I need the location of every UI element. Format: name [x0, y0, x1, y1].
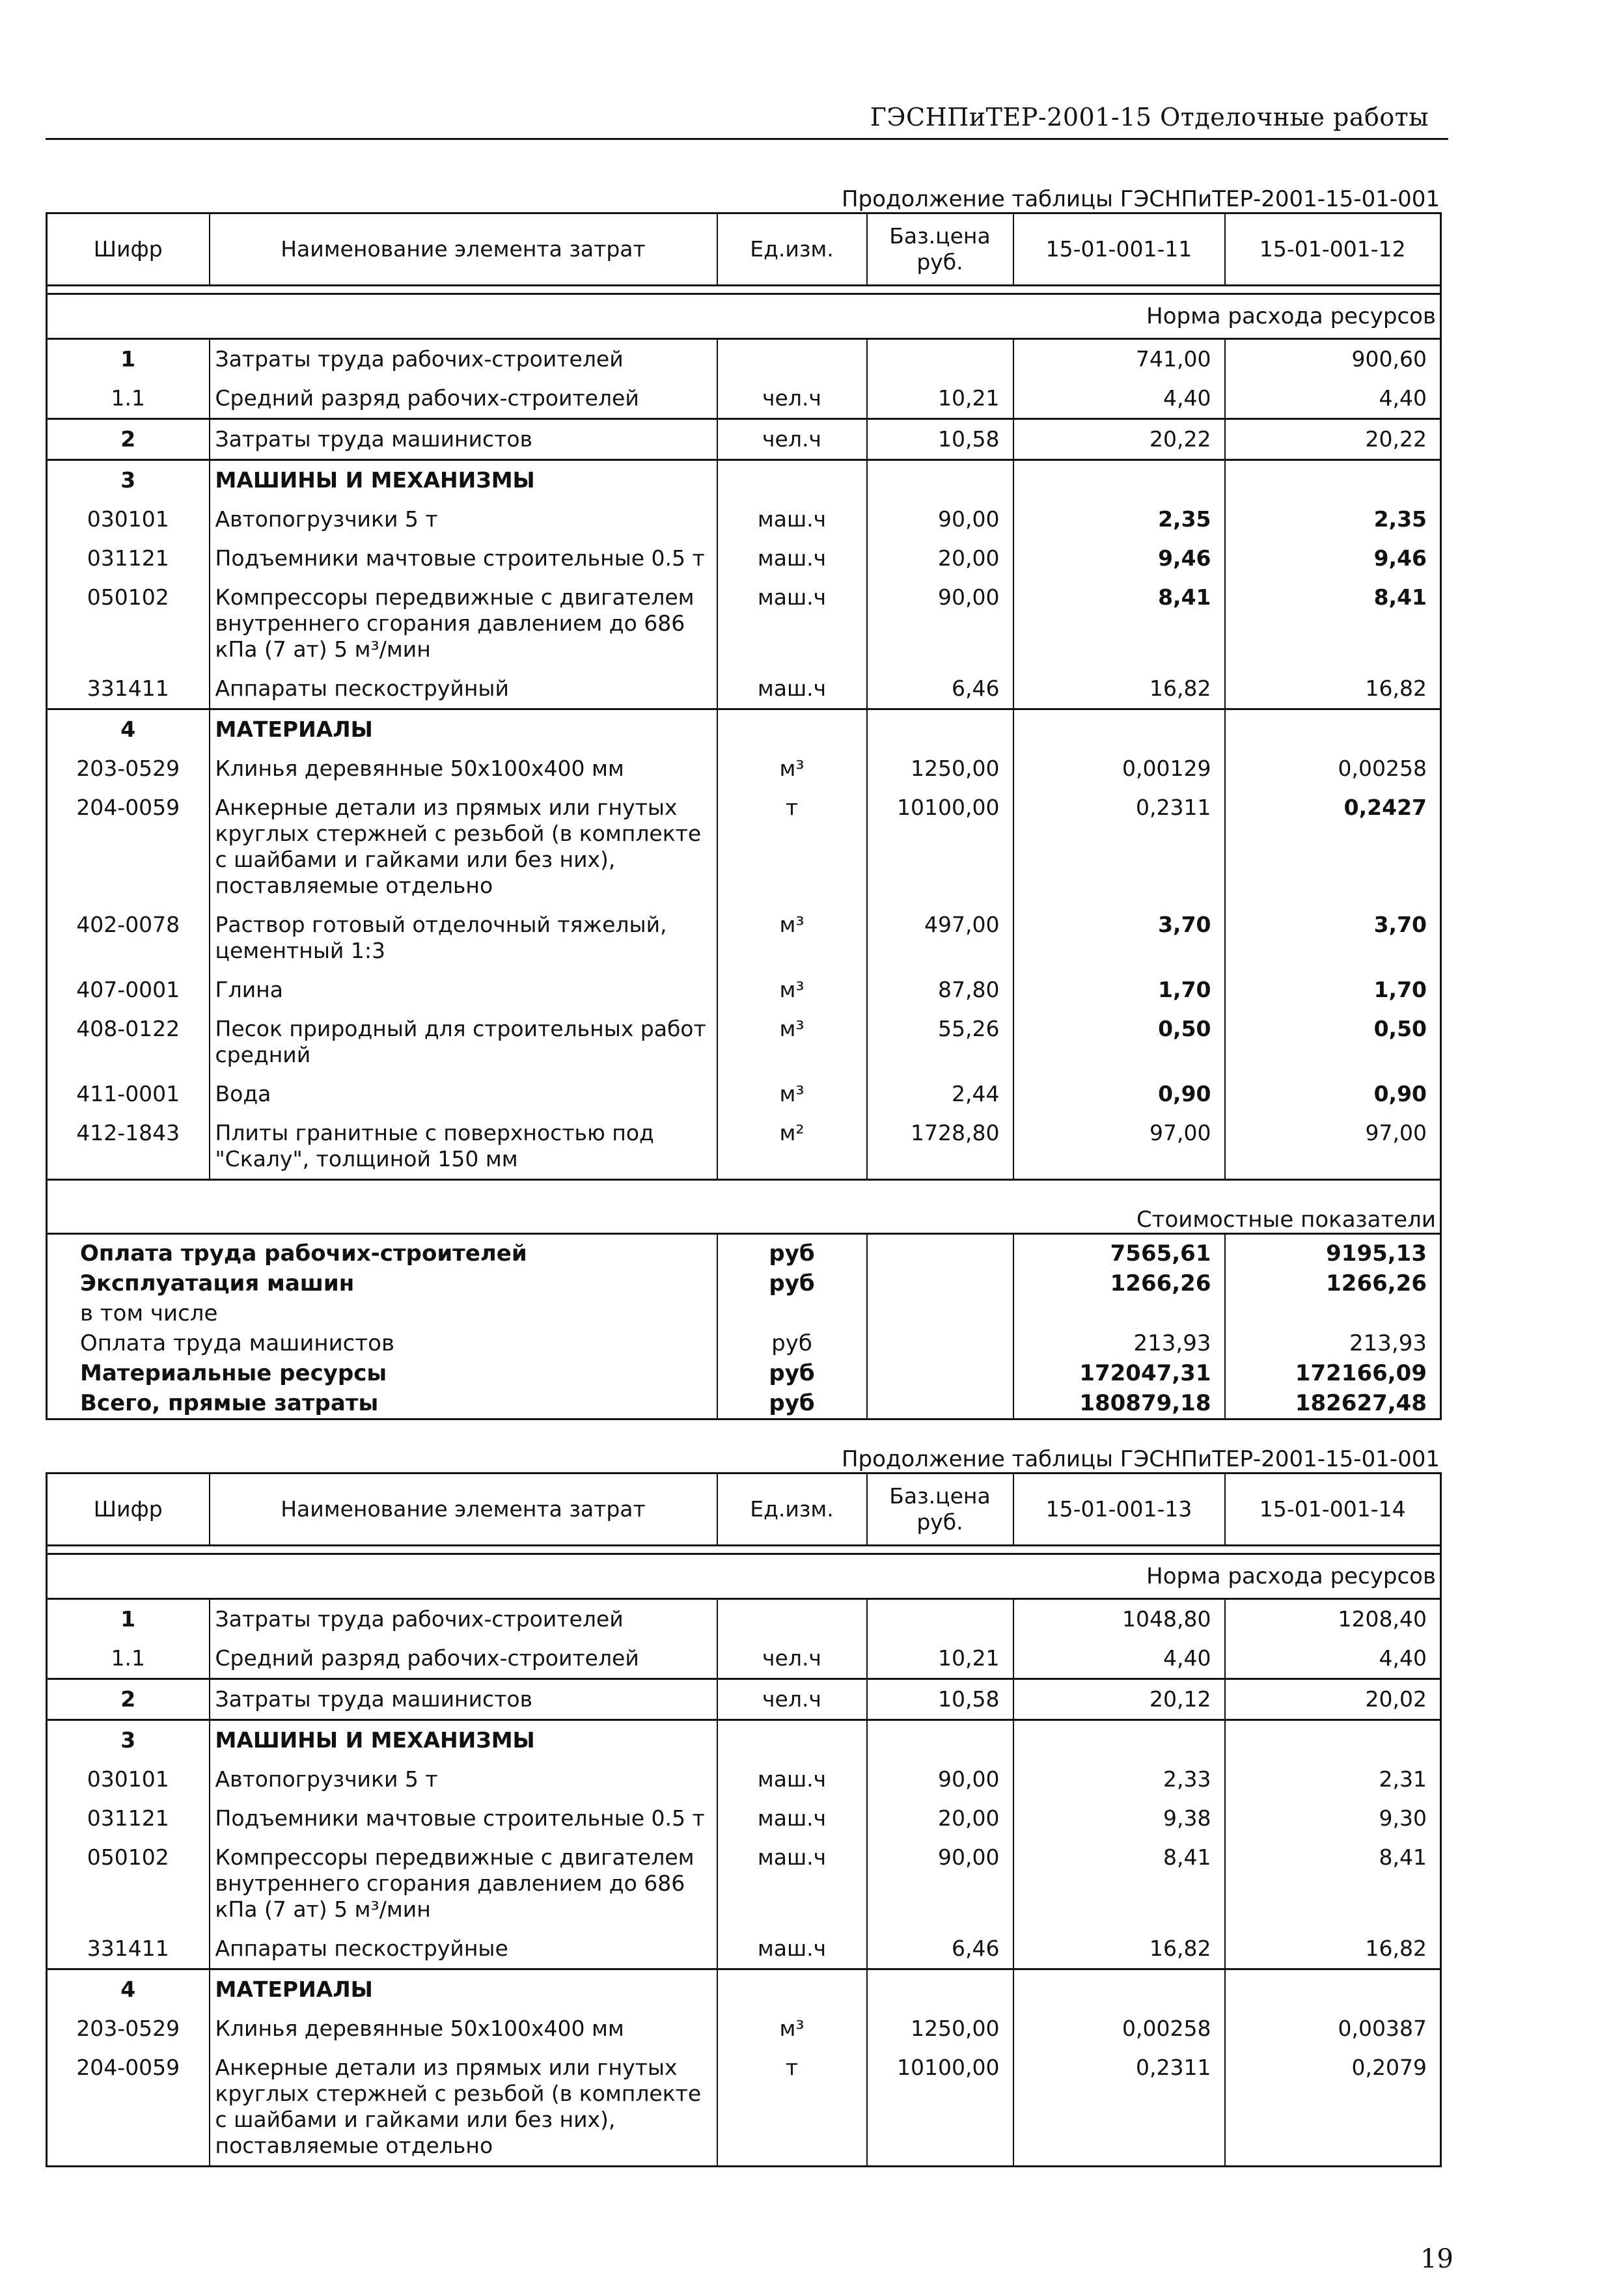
row-unit: маш.ч: [717, 578, 867, 669]
running-head: ГЭСНПиТЕР-2001-15 Отделочные работы: [870, 103, 1429, 131]
row-value-1: 1048,80: [1013, 1599, 1225, 1639]
table-row: [47, 500, 1441, 539]
row-value-2: 2,31: [1225, 1760, 1441, 1799]
summary-unit: [717, 1298, 867, 1328]
row-value-1: 16,82: [1013, 669, 1225, 709]
row-value-1: 0,2311: [1013, 788, 1225, 905]
summary-row: [47, 1328, 1441, 1358]
header-column-1: 15-01-001-11: [1013, 213, 1225, 286]
row-price: 10100,00: [867, 788, 1013, 905]
row-unit: м³: [717, 1075, 867, 1114]
row-price: 1728,80: [867, 1114, 1013, 1180]
table-row: [47, 669, 1441, 709]
row-value-1: 8,41: [1013, 1838, 1225, 1929]
row-name: Глина: [210, 970, 717, 1009]
summary-value-1: 1266,26: [1013, 1268, 1225, 1298]
header-column-1: 15-01-001-13: [1013, 1473, 1225, 1546]
row-value-1: 2,33: [1013, 1760, 1225, 1799]
table-row: [47, 1114, 1441, 1180]
summary-value-2: [1225, 1298, 1441, 1328]
row-value-1: 4,40: [1013, 1639, 1225, 1679]
row-price: 20,00: [867, 539, 1013, 578]
row-unit: маш.ч: [717, 1760, 867, 1799]
row-unit: [717, 460, 867, 500]
summary-row: [47, 1268, 1441, 1298]
row-value-2: 0,00258: [1225, 749, 1441, 788]
row-value-1: 9,46: [1013, 539, 1225, 578]
table-row: [47, 2009, 1441, 2048]
row-value-2: 2,35: [1225, 500, 1441, 539]
row-name: Автопогрузчики 5 т: [210, 1760, 717, 1799]
row-value-1: 20,22: [1013, 419, 1225, 460]
row-value-2: 8,41: [1225, 1838, 1441, 1929]
row-price: 20,00: [867, 1799, 1013, 1838]
row-value-2: 0,90: [1225, 1075, 1441, 1114]
row-value-2: 20,22: [1225, 419, 1441, 460]
table-row: [47, 1760, 1441, 1799]
header-unit: Ед.изм.: [717, 1473, 867, 1546]
table-row: [47, 578, 1441, 669]
row-price: 10,58: [867, 419, 1013, 460]
row-code: 030101: [47, 500, 210, 539]
row-name: Аппараты пескоструйный: [210, 669, 717, 709]
row-value-1: 0,2311: [1013, 2048, 1225, 2167]
row-code: 408-0122: [47, 1009, 210, 1075]
row-unit: [717, 339, 867, 379]
row-name: Подъемники мачтовые строительные 0.5 т: [210, 539, 717, 578]
table-row: [47, 1599, 1441, 1639]
row-value-1: 1,70: [1013, 970, 1225, 1009]
row-name: Аппараты пескоструйные: [210, 1929, 717, 1969]
table-row: [47, 460, 1441, 500]
row-price: 90,00: [867, 1760, 1013, 1799]
norm-section-label: Норма расхода ресурсов: [47, 1554, 1441, 1599]
summary-row: [47, 1234, 1441, 1269]
summary-row: [47, 1358, 1441, 1388]
table-row: [47, 709, 1441, 750]
summary-value-1: 180879,18: [1013, 1388, 1225, 1419]
row-price: 90,00: [867, 500, 1013, 539]
row-value-1: 0,90: [1013, 1075, 1225, 1114]
summary-unit: руб: [717, 1328, 867, 1358]
table-row: [47, 905, 1441, 970]
row-name: Компрессоры передвижные с двигателем внутреннего сгорания давлением до 686 кПа (7 ат) 5 м³/мин: [210, 578, 717, 669]
row-unit: м³: [717, 1009, 867, 1075]
row-price: 497,00: [867, 905, 1013, 970]
row-unit: [717, 1720, 867, 1761]
row-price: 90,00: [867, 1838, 1013, 1929]
table-row: [47, 1639, 1441, 1679]
summary-value-1: 7565,61: [1013, 1234, 1225, 1269]
row-unit: чел.ч: [717, 1679, 867, 1720]
summary-value-1: [1013, 1298, 1225, 1328]
row-name: Автопогрузчики 5 т: [210, 500, 717, 539]
row-value-2: 16,82: [1225, 1929, 1441, 1969]
row-code: 4: [47, 709, 210, 750]
row-value-2: 0,2079: [1225, 2048, 1441, 2167]
row-value-2: 900,60: [1225, 339, 1441, 379]
table-row: [47, 1929, 1441, 1969]
row-unit: маш.ч: [717, 500, 867, 539]
row-unit: т: [717, 2048, 867, 2167]
table-row: [47, 1075, 1441, 1114]
row-name: Раствор готовый отделочный тяжелый, цементный 1:3: [210, 905, 717, 970]
row-unit: чел.ч: [717, 419, 867, 460]
row-code: 2: [47, 1679, 210, 1720]
row-code: 412-1843: [47, 1114, 210, 1180]
row-price: 1250,00: [867, 749, 1013, 788]
row-value-2: 0,00387: [1225, 2009, 1441, 2048]
row-value-2: [1225, 709, 1441, 750]
row-code: 402-0078: [47, 905, 210, 970]
table-row: [47, 1720, 1441, 1761]
table-caption: Продолжение таблицы ГЭСНПиТЕР-2001-15-01-001: [841, 1446, 1440, 1472]
table-row: [47, 339, 1441, 379]
table-row: [47, 379, 1441, 419]
row-name: МАШИНЫ И МЕХАНИЗМЫ: [210, 1720, 717, 1761]
summary-value-2: 172166,09: [1225, 1358, 1441, 1388]
row-value-2: 1,70: [1225, 970, 1441, 1009]
row-unit: [717, 709, 867, 750]
spacer: [47, 1180, 1441, 1207]
cost-section-label: Стоимостные показатели: [47, 1207, 1441, 1234]
row-code: 204-0059: [47, 2048, 210, 2167]
row-code: 030101: [47, 1760, 210, 1799]
summary-label: Оплата труда рабочих-строителей: [47, 1234, 717, 1269]
summary-unit: руб: [717, 1358, 867, 1388]
row-name: Затраты труда машинистов: [210, 1679, 717, 1720]
row-unit: м²: [717, 1114, 867, 1180]
row-unit: м³: [717, 749, 867, 788]
row-value-2: [1225, 460, 1441, 500]
row-name: Клинья деревянные 50х100х400 мм: [210, 749, 717, 788]
table-caption: Продолжение таблицы ГЭСНПиТЕР-2001-15-01-001: [841, 186, 1440, 212]
row-price: 90,00: [867, 578, 1013, 669]
row-value-1: [1013, 709, 1225, 750]
row-name: Затраты труда рабочих-строителей: [210, 339, 717, 379]
summary-value-1: 213,93: [1013, 1328, 1225, 1358]
summary-row: [47, 1388, 1441, 1419]
summary-label: Эксплуатация машин: [47, 1268, 717, 1298]
row-price: [867, 1969, 1013, 2010]
row-code: 2: [47, 419, 210, 460]
row-value-2: 9,30: [1225, 1799, 1441, 1838]
row-value-1: 20,12: [1013, 1679, 1225, 1720]
header-name: Наименование элемента затрат: [210, 1473, 717, 1546]
costs-table: [46, 1472, 1442, 2167]
row-code: 031121: [47, 1799, 210, 1838]
row-name: МАТЕРИАЛЫ: [210, 1969, 717, 2010]
summary-unit: руб: [717, 1234, 867, 1269]
costs-table: [46, 212, 1442, 1420]
row-value-1: [1013, 1969, 1225, 2010]
row-value-1: 3,70: [1013, 905, 1225, 970]
row-value-1: 2,35: [1013, 500, 1225, 539]
summary-price: [867, 1268, 1013, 1298]
row-price: [867, 1720, 1013, 1761]
row-unit: м³: [717, 970, 867, 1009]
row-name: Песок природный для строительных работ средний: [210, 1009, 717, 1075]
row-unit: [717, 1599, 867, 1639]
row-unit: м³: [717, 905, 867, 970]
row-value-1: 0,00258: [1013, 2009, 1225, 2048]
row-value-2: 8,41: [1225, 578, 1441, 669]
summary-label: Материальные ресурсы: [47, 1358, 717, 1388]
row-price: 10,21: [867, 1639, 1013, 1679]
table-row: [47, 1679, 1441, 1720]
row-price: [867, 709, 1013, 750]
table-row: [47, 970, 1441, 1009]
row-code: 411-0001: [47, 1075, 210, 1114]
row-code: 031121: [47, 539, 210, 578]
summary-value-2: 182627,48: [1225, 1388, 1441, 1419]
row-code: 331411: [47, 1929, 210, 1969]
row-price: [867, 460, 1013, 500]
header-price: Баз.цена руб.: [867, 1473, 1013, 1546]
summary-value-2: 1266,26: [1225, 1268, 1441, 1298]
row-name: Плиты гранитные с поверхностью под "Скалу", толщиной 150 мм: [210, 1114, 717, 1180]
row-code: 4: [47, 1969, 210, 2010]
summary-price: [867, 1388, 1013, 1419]
table-row: [47, 1009, 1441, 1075]
table-row: [47, 788, 1441, 905]
row-code: 050102: [47, 1838, 210, 1929]
row-value-1: 4,40: [1013, 379, 1225, 419]
row-value-2: 1208,40: [1225, 1599, 1441, 1639]
row-code: 203-0529: [47, 2009, 210, 2048]
row-name: МАШИНЫ И МЕХАНИЗМЫ: [210, 460, 717, 500]
header-price: Баз.цена руб.: [867, 213, 1013, 286]
summary-value-2: 213,93: [1225, 1328, 1441, 1358]
row-value-1: 0,00129: [1013, 749, 1225, 788]
row-price: 87,80: [867, 970, 1013, 1009]
row-unit: маш.ч: [717, 669, 867, 709]
row-value-2: 4,40: [1225, 379, 1441, 419]
summary-value-2: 9195,13: [1225, 1234, 1441, 1269]
row-price: 6,46: [867, 1929, 1013, 1969]
row-unit: чел.ч: [717, 379, 867, 419]
table-row: [47, 539, 1441, 578]
row-unit: [717, 1969, 867, 2010]
resource-table-2: [46, 1446, 1440, 2167]
row-unit: чел.ч: [717, 1639, 867, 1679]
table-row: [47, 419, 1441, 460]
row-value-1: 9,38: [1013, 1799, 1225, 1838]
row-value-1: 16,82: [1013, 1929, 1225, 1969]
row-price: 10,21: [867, 379, 1013, 419]
row-value-2: 4,40: [1225, 1639, 1441, 1679]
table-row: [47, 1969, 1441, 2010]
row-name: Средний разряд рабочих-строителей: [210, 1639, 717, 1679]
row-price: 55,26: [867, 1009, 1013, 1075]
row-code: 331411: [47, 669, 210, 709]
header-column-2: 15-01-001-12: [1225, 213, 1441, 286]
header-column-2: 15-01-001-14: [1225, 1473, 1441, 1546]
summary-price: [867, 1328, 1013, 1358]
row-value-2: 0,2427: [1225, 788, 1441, 905]
row-price: 6,46: [867, 669, 1013, 709]
norm-section-label: Норма расхода ресурсов: [47, 294, 1441, 339]
table-row: [47, 749, 1441, 788]
row-name: Средний разряд рабочих-строителей: [210, 379, 717, 419]
row-code: 203-0529: [47, 749, 210, 788]
row-name: Подъемники мачтовые строительные 0.5 т: [210, 1799, 717, 1838]
row-unit: м³: [717, 2009, 867, 2048]
summary-unit: руб: [717, 1268, 867, 1298]
row-name: Затраты труда машинистов: [210, 419, 717, 460]
row-price: [867, 1599, 1013, 1639]
row-value-2: 9,46: [1225, 539, 1441, 578]
row-code: 1: [47, 339, 210, 379]
row-name: Анкерные детали из прямых или гнутых круглых стержней с резьбой (в комплекте с шайбами и гайками или без них), поставляемые отдельно: [210, 788, 717, 905]
summary-price: [867, 1358, 1013, 1388]
row-name: Затраты труда рабочих-строителей: [210, 1599, 717, 1639]
row-code: 1.1: [47, 1639, 210, 1679]
row-value-2: 16,82: [1225, 669, 1441, 709]
row-code: 3: [47, 1720, 210, 1761]
summary-price: [867, 1234, 1013, 1269]
row-name: Компрессоры передвижные с двигателем внутреннего сгорания давлением до 686 кПа (7 ат) 5 м³/мин: [210, 1838, 717, 1929]
row-price: 2,44: [867, 1075, 1013, 1114]
summary-value-1: 172047,31: [1013, 1358, 1225, 1388]
row-value-2: 97,00: [1225, 1114, 1441, 1180]
row-value-2: [1225, 1720, 1441, 1761]
header-code: Шифр: [47, 213, 210, 286]
row-code: 3: [47, 460, 210, 500]
row-code: 1: [47, 1599, 210, 1639]
row-code: 407-0001: [47, 970, 210, 1009]
row-value-1: 0,50: [1013, 1009, 1225, 1075]
row-code: 1.1: [47, 379, 210, 419]
spacer: [47, 286, 1441, 294]
row-value-1: 741,00: [1013, 339, 1225, 379]
table-row: [47, 1799, 1441, 1838]
summary-label: в том числе: [47, 1298, 717, 1328]
header-rule: [46, 138, 1448, 140]
header-code: Шифр: [47, 1473, 210, 1546]
row-value-2: 3,70: [1225, 905, 1441, 970]
row-value-1: [1013, 1720, 1225, 1761]
resource-table-1: [46, 186, 1440, 1420]
header-name: Наименование элемента затрат: [210, 213, 717, 286]
row-price: [867, 339, 1013, 379]
summary-unit: руб: [717, 1388, 867, 1419]
summary-label: Всего, прямые затраты: [47, 1388, 717, 1419]
row-price: 10100,00: [867, 2048, 1013, 2167]
row-unit: маш.ч: [717, 539, 867, 578]
row-price: 10,58: [867, 1679, 1013, 1720]
row-value-1: 8,41: [1013, 578, 1225, 669]
row-price: 1250,00: [867, 2009, 1013, 2048]
row-name: Клинья деревянные 50х100х400 мм: [210, 2009, 717, 2048]
row-value-1: 97,00: [1013, 1114, 1225, 1180]
row-code: 204-0059: [47, 788, 210, 905]
row-unit: маш.ч: [717, 1799, 867, 1838]
page-number: 19: [1420, 2244, 1453, 2274]
summary-label: Оплата труда машинистов: [47, 1328, 717, 1358]
row-unit: маш.ч: [717, 1929, 867, 1969]
spacer: [47, 1546, 1441, 1554]
row-code: 050102: [47, 578, 210, 669]
summary-row: [47, 1298, 1441, 1328]
summary-price: [867, 1298, 1013, 1328]
row-name: Вода: [210, 1075, 717, 1114]
row-unit: т: [717, 788, 867, 905]
row-value-2: 0,50: [1225, 1009, 1441, 1075]
header-unit: Ед.изм.: [717, 213, 867, 286]
row-unit: маш.ч: [717, 1838, 867, 1929]
row-value-1: [1013, 460, 1225, 500]
row-value-2: 20,02: [1225, 1679, 1441, 1720]
table-row: [47, 1838, 1441, 1929]
table-row: [47, 2048, 1441, 2167]
row-name: Анкерные детали из прямых или гнутых круглых стержней с резьбой (в комплекте с шайбами и гайками или без них), поставляемые отдельно: [210, 2048, 717, 2167]
row-value-2: [1225, 1969, 1441, 2010]
row-name: МАТЕРИАЛЫ: [210, 709, 717, 750]
